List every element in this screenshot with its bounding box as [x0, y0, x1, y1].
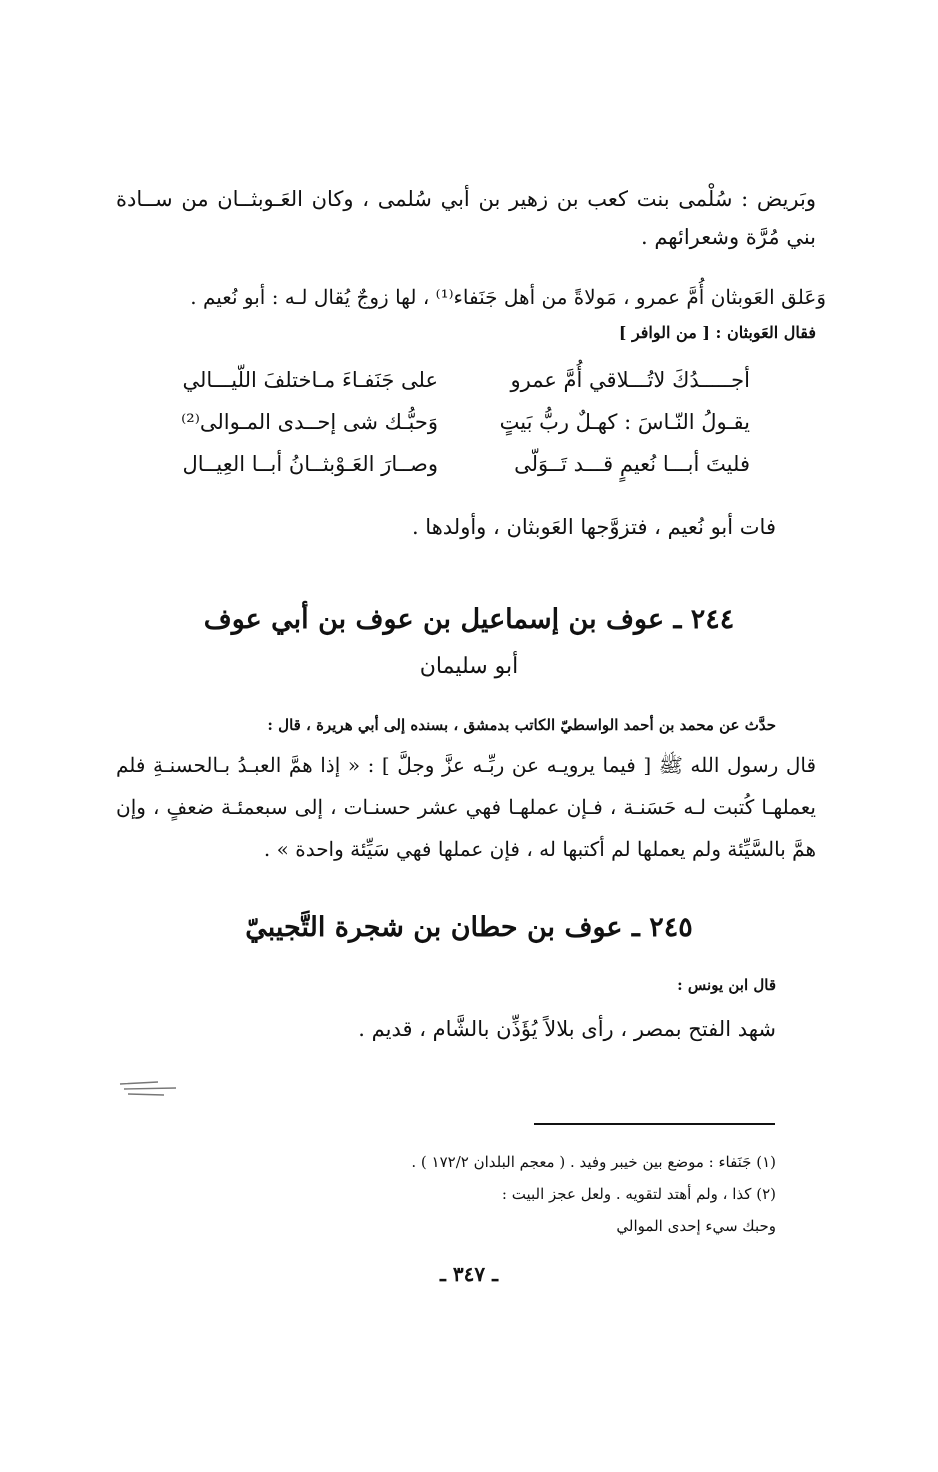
paragraph-1: وبَريض : سُلْمى بنت كعب بن زهير بن أبي سُلمى ، وكان العَـوبثــان من ســادة بني مُرَّة وشعرائهم . — [116, 187, 816, 249]
verse-1-second-hemistich: على جَنَفـاءَ مـاختلفَ اللّيـــالي — [182, 368, 438, 392]
verse-3-second-hemistich: وصــارَ العَـوْبثــانُ أبــا العِيــال — [182, 452, 438, 476]
meter-note: فقال العَوبثان : [ من الوافر ] — [618, 323, 816, 342]
verse-2-first-hemistich: يقـولُ النّـاسَ : كهـلٌ ربُّ بَيتٍ — [499, 410, 750, 434]
verse-line-2 — [181, 410, 750, 450]
entry-245-isnad: قال ابن يونس : — [677, 976, 776, 994]
footnote-1: (١) جَنَفاء : موضع بين خيبر وفيد . ( معجم البلدان ١٧٢/٢ ) . — [411, 1153, 776, 1171]
verse-1-first-hemistich: أجـــــدُكَ لاتُـــلاقي أُمَّ عمرو — [510, 368, 750, 392]
entry-245-text: شهد الفتح بمصر ، رأى بلالاً يُؤَذِّن بالشَّام ، قديم . — [358, 1017, 776, 1041]
entry-244-kunya: أبو سليمان — [419, 654, 519, 679]
verse-line-1 — [182, 368, 750, 408]
entry-245-heading: ٢٤٥ ـ عوف بن حطان بن شجرة التَّجيبيّ — [245, 912, 693, 943]
footnote-2: (٢) كذا ، ولم أهتد لتقويه . ولعل عجز البيت : — [501, 1185, 776, 1203]
verse-line-3 — [182, 452, 750, 492]
verse-3-first-hemistich: فليتَ أبـــا نُعيمٍ قـــد تَــوَلّى — [514, 452, 750, 476]
paragraph-2: وَعَلق العَوبثان أُمَّ عمرو ، مَولاةً من أهل جَنَفاء⁽¹⁾ ، لها زوجٌ يُقال لـه : أبو نُعيم . — [190, 285, 826, 309]
entry-244-isnad: حدَّث عن محمد بن أحمد الواسطيّ الكاتب بدمشق ، بسنده إلى أبي هريرة ، قال : — [267, 716, 776, 734]
footnote-rule — [534, 1123, 775, 1125]
scan-smudge — [118, 1076, 178, 1098]
verse-2-second-hemistich: وَحبُّـك شى إحــدى المـوالى⁽²⁾ — [181, 410, 438, 434]
paragraph-4: فات أبو نُعيم ، فتزوَّجها العَوبثان ، وأولدها . — [411, 515, 776, 539]
footnote-2-verse: وحبك سيء إحدى الموالي — [616, 1217, 776, 1235]
page-number: ـ ٣٤٧ ـ — [440, 1262, 498, 1286]
entry-244-heading: ٢٤٤ ـ عوف بن إسماعيل بن عوف بن أبي عوف — [203, 604, 735, 635]
entry-244-hadith: قال رسول الله ﷺ [ فيما يرويـه عن ربِّـه عزَّ وجلَّ ] : « إذا همَّ العبـدُ بـالحسنـةِ فلم يعملهـا كُتبت لـه حَسَنـة ، فـإن عملهـا فهي عشر حسنـات ، إلى سبعمئـة ضعفٍ ، وإن همَّ بالسَّيِّئة ولم يعملها لم أكتبها له ، فإن عملها فهي سَيِّئة واحدة » . — [116, 753, 816, 861]
